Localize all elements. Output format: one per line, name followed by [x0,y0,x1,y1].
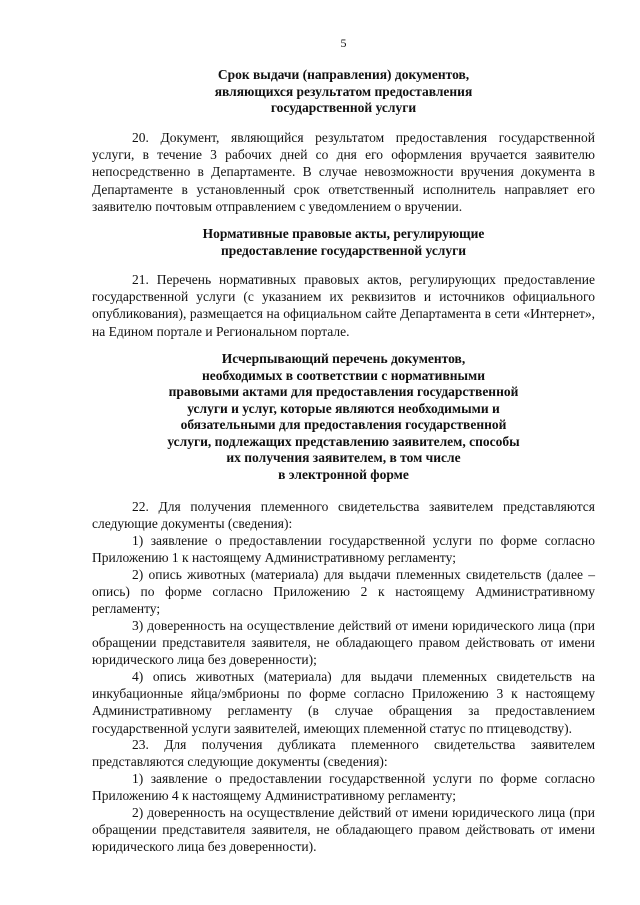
paragraph-23: 23. Для получения дубликата племенного свидетельства заявителем представляются следующие документы (сведения): [92,737,595,770]
paragraph-21: 21. Перечень нормативных правовых актов, регулирующих предоставление государственной услуги (с указанием их реквизитов и источников официального опубликования), размещается на официальном сайте Департамента в сети «Интернет», на Едином портале и Региональном портале. [92,272,595,339]
paragraph-23-item-1: 1) заявление о предоставлении государственной услуги по форме согласно Приложению 4 к настоящему Административному регламенту; [92,771,595,804]
section-heading-documents-list [92,351,595,483]
heading-line: Срок выдачи (направления) документов, [217,67,470,82]
section-heading-legal-acts [92,226,595,259]
heading-line: являющихся результатом предоставления [214,83,473,99]
heading-line: их получения заявителем, в том числе [226,450,461,465]
heading-line: правовыми актами для предоставления государственной [168,384,519,399]
heading-line: в электронной форме [278,466,409,482]
heading-line: услуги и услуг, которые являются необходимыми и [187,400,500,416]
page-number: 5 [340,36,347,50]
paragraph-22: 22. Для получения племенного свидетельства заявителем представляются следующие документы (сведения): [92,499,595,532]
paragraph-22-item-3: 3) доверенность на осуществление действий от имени юридического лица (при обращении представителя заявителя, не обладающего правом действовать от имени юридического лица без доверенности); [92,618,595,668]
paragraph-22-item-1: 1) заявление о предоставлении государственной услуги по форме согласно Приложению 1 к настоящему Административному регламенту; [92,533,595,566]
heading-line: услуги, подлежащих представлению заявителем, способы [167,433,520,449]
paragraph-22-item-2: 2) опись животных (материала) для выдачи племенных свидетельств (далее – опись) по форме согласно Приложению 2 к настоящему Административному регламенту; [92,567,595,617]
paragraph-20: 20. Документ, являющийся результатом предоставления государственной услуги, в течение 3 рабочих дней со дня его оформления вручается заявителю непосредственно в Департаменте. В случае невозможности вручения документа в Департаменте в установленный срок ответственный исполнитель направляет его заявителю почтовым отправлением с уведомлением о вручении. [92,130,595,214]
heading-line: предоставление государственной услуги [220,242,467,258]
section-heading-delivery-term [92,67,595,117]
paragraph-23-item-2: 2) доверенность на осуществление действий от имени юридического лица (при обращении представителя заявителя, не обладающего правом действовать от имени юридического лица без доверенности). [92,805,595,855]
heading-line: Исчерпывающий перечень документов, [221,351,466,366]
heading-line: государственной услуги [270,100,417,115]
heading-line: необходимых в соответствии с нормативными [201,367,486,383]
paragraph-22-item-4: 4) опись животных (материала) для выдачи племенных свидетельств на инкубационные яйца/эмбрионы по форме согласно Приложению 3 к настоящему Административному регламенту (в случае обращения за предоставлением государственной услуги заявителей, имеющих племенной статус по птицеводству). [92,669,595,736]
heading-line: Нормативные правовые акты, регулирующие [202,226,485,241]
heading-line: обязательными для предоставления государственной [180,417,507,432]
